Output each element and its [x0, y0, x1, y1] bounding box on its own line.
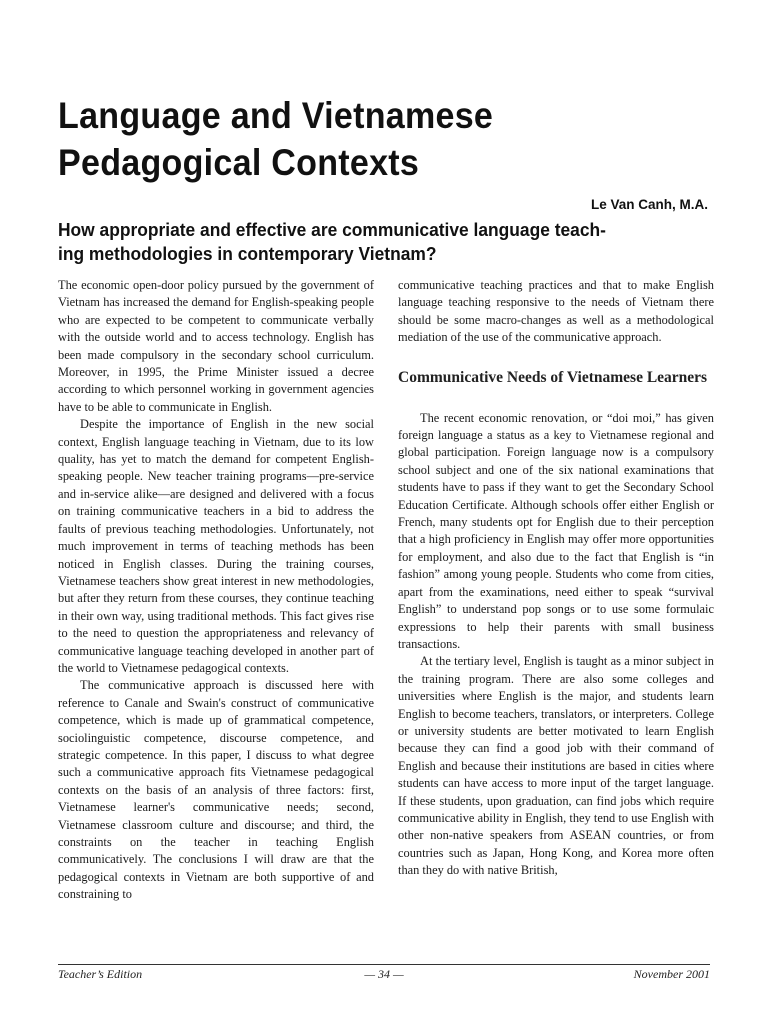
article-title — [58, 92, 665, 186]
body-paragraph: The economic open-door policy pursued by the government of Vietnam has increased the demand for English-speaking people who are expected to be competent to communicate verbally with the outside world and to access technology. English has been made compulsory in the secondary school curriculum. Moreover, in 1995, the Prime Minister issued a decree according to which personnel working in government agencies have to be able to communicate in English. — [58, 278, 374, 414]
body-paragraph-continuation: communicative teaching practices and that to make English language teaching responsive to the needs of Vietnam there should be some macro-changes as well as a methodological mediation of the use of the communicative approach. — [398, 278, 714, 345]
body-paragraph: The communicative approach is discussed here with reference to Canale and Swain's construct of communicative competence, which is made up of grammatical competence, sociolinguistic competence, discourse competence, and strategic competence. In this paper, I discuss to what degree such a communicative approach fits Vietnamese pedagogical contexts on the basis of an analysis of three factors: first, Vietnamese learner's communicative needs; second, Vietnamese classroom culture and discourse; and third, the constraints on the teacher in teaching English communicatively. The conclusions I will draw are that the pedagogical contexts in Vietnam are both supportive of and constraining to — [58, 678, 374, 902]
subtitle-line: ing methodologies in contemporary Vietnam? — [58, 243, 437, 264]
footer-divider — [58, 964, 710, 965]
author-byline: Le Van Canh, M.A. — [590, 197, 708, 212]
body-paragraph: Despite the importance of English in the new social context, English language teaching in Vietnam, due to its low quality, has yet to match the demand for competent English-speaking people. New teacher training programs—pre-service and in-service alike—are designed and delivered with a focus on training communicative teachers in a bid to address the faults of previous teaching methodologies. Unfortunately, not much improvement in terms of teaching methods has been noticed in English classes. During the training courses, Vietnamese teachers show great interest in new methodologies, but after they return from these courses, they continue teaching in their own way, using traditional methods. This fact gives rise to the need to question the appropriateness and relevancy of communicative language teaching developed in another part of the world to Vietnamese pedagogical contexts. — [58, 417, 374, 675]
subtitle-line: How appropriate and effective are communicative language teach- — [58, 219, 606, 240]
footer-publication: Teacher’s Edition — [58, 967, 143, 981]
title-line: Language and Vietnamese — [58, 95, 494, 136]
page-number: — 34 — — [364, 967, 404, 981]
left-column — [58, 277, 374, 904]
footer-date: November 2001 — [633, 967, 710, 981]
right-column — [398, 277, 714, 880]
title-line: Pedagogical Contexts — [58, 142, 420, 183]
body-paragraph: The recent economic renovation, or “doi moi,” has given foreign language a status as a key to Vietnamese regional and global participation. Foreign language now is a compulsory school subject and one of the six national examinations that students have to pass if they want to get the Secondary School Education Certificate. Although schools offer either English or French, many students opt for English due to their perception that a high proficiency in English may offer more opportunities for employment, and also due to the fact that English is “in fashion” among young people. Students who come from cities, apart from the examinations, need either to speak “survival English” to understand pop songs or to use some formulaic expressions to help their parents with small business transactions. — [398, 410, 714, 651]
body-paragraph: At the tertiary level, English is taught as a minor subject in the training program. There are also some colleges and universities where English is the major, and students learn English to become teachers, translators, or interpreters. College or university students are better motivated to learn English because they can find a good job with their command of English and because their institutions are based in cities where students can have access to more input of the target language. If these students, upon graduation, can find jobs which require communicative ability in English, they tend to use English with other non-native speakers from ASEAN countries, or from countries such as Japan, Hong Kong, and Korea more often than they do with native British, — [398, 654, 714, 878]
section-heading: Communicative Needs of Vietnamese Learners — [398, 368, 708, 386]
article-subtitle — [58, 218, 707, 266]
